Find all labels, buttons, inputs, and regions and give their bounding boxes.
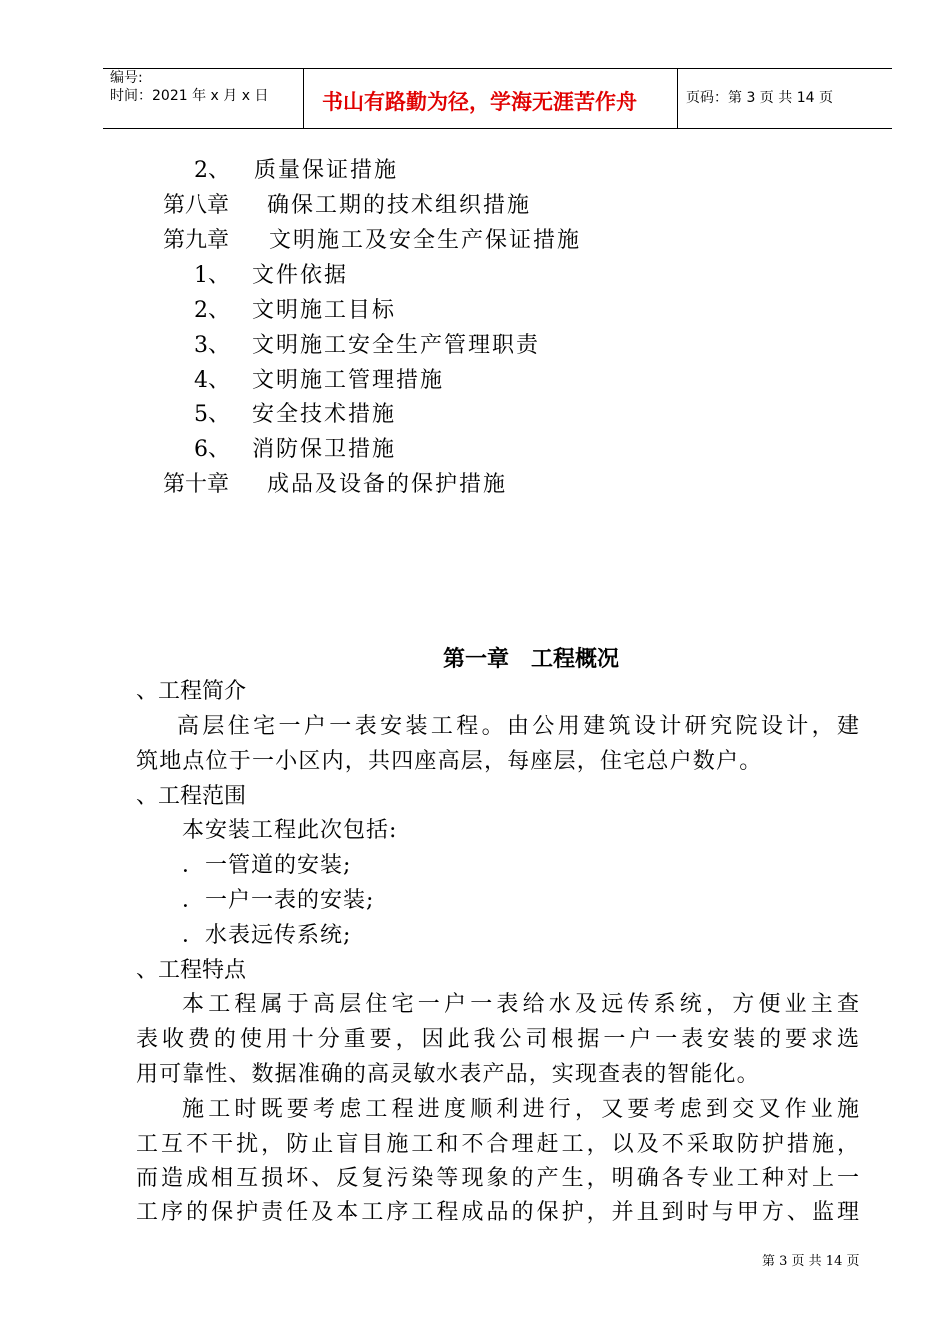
scope-item: ．一户一表的安装;	[182, 888, 375, 913]
paragraph-line: 工互不干扰，防止盲目施工和不合理赶工，以及不采取防护措施，	[136, 1132, 859, 1157]
toc-num: 第十章	[163, 472, 230, 497]
toc-num: 第八章	[163, 193, 230, 218]
paragraph-line: 施工时既要考虑工程进度顺利进行，又要考虑到交叉作业施	[182, 1097, 859, 1122]
page-footer: 第 3 页 共 14 页	[762, 1254, 860, 1269]
toc-num: 2、	[194, 298, 230, 323]
scope-item: ．一管道的安装;	[182, 853, 352, 878]
paragraph-line: 高层住宅一户一表安装工程。由公用建筑设计研究院设计，建	[177, 714, 859, 739]
toc-item	[163, 193, 532, 219]
toc-num: 1、	[194, 263, 230, 288]
toc-text: 成品及设备的保护措施	[267, 472, 508, 497]
paragraph-line: 表收费的使用十分重要，因此我公司根据一户一表安装的要求选	[136, 1027, 859, 1052]
toc-text: 文明施工安全生产管理职责	[252, 333, 541, 358]
section-heading: 、工程特点	[136, 958, 247, 983]
paragraph-line: 用可靠性、数据准确的高灵敏水表产品，实现查表的智能化。	[136, 1062, 760, 1087]
toc-num: 6、	[194, 437, 230, 462]
section-heading: 、工程简介	[136, 679, 247, 704]
toc-num: 4、	[194, 368, 230, 393]
toc-item	[163, 472, 508, 498]
header-divider-left	[303, 68, 304, 129]
toc-item	[194, 437, 397, 463]
toc-num: 3、	[194, 333, 230, 358]
toc-text: 质量保证措施	[254, 158, 399, 183]
toc-item	[194, 158, 399, 184]
scope-intro: 本安装工程此次包括:	[182, 818, 398, 843]
paragraph-line: 本工程属于高层住宅一户一表给水及远传系统，方便业主查	[182, 992, 859, 1017]
chapter-title: 第一章 工程概况	[443, 647, 620, 672]
toc-item	[194, 263, 349, 289]
toc-num: 2、	[194, 158, 230, 183]
paragraph-line: 而造成相互损坏、反复污染等现象的产生，明确各专业工种对上一	[136, 1166, 859, 1191]
toc-text: 文明施工目标	[252, 298, 397, 323]
toc-text: 消防保卫措施	[252, 437, 397, 462]
toc-text: 确保工期的技术组织措施	[267, 193, 532, 218]
toc-num: 第九章	[163, 228, 230, 253]
toc-item	[163, 228, 582, 254]
toc-item	[194, 298, 397, 324]
section-heading: 、工程范围	[136, 784, 247, 809]
scope-item: ．水表远传系统;	[182, 923, 352, 948]
toc-item	[194, 333, 541, 359]
header-motto: 书山有路勤为径，学海无涯苦作舟	[322, 90, 637, 114]
toc-text: 文明施工管理措施	[252, 368, 445, 393]
toc-item	[194, 402, 397, 428]
toc-text: 安全技术措施	[252, 402, 397, 427]
toc-num: 5、	[194, 402, 230, 427]
toc-text: 文件依据	[252, 263, 349, 288]
paragraph-line: 筑地点位于一小区内，共四座高层，每座层，住宅总户数户。	[136, 749, 763, 774]
header-number-label: 编号:	[110, 70, 143, 86]
toc-text: 文明施工及安全生产保证措施	[269, 228, 582, 253]
header-bottom-rule	[103, 128, 892, 129]
header-top-rule	[103, 68, 892, 69]
paragraph-line: 工序的保护责任及本工序工程成品的保护，并且到时与甲方、监理	[136, 1200, 859, 1225]
header-divider-right	[677, 68, 678, 129]
toc-item	[194, 368, 445, 394]
header-time-label: 时间：2021 年 x 月 x 日	[110, 88, 269, 104]
header-page-label: 页码：第 3 页 共 14 页	[686, 90, 833, 106]
